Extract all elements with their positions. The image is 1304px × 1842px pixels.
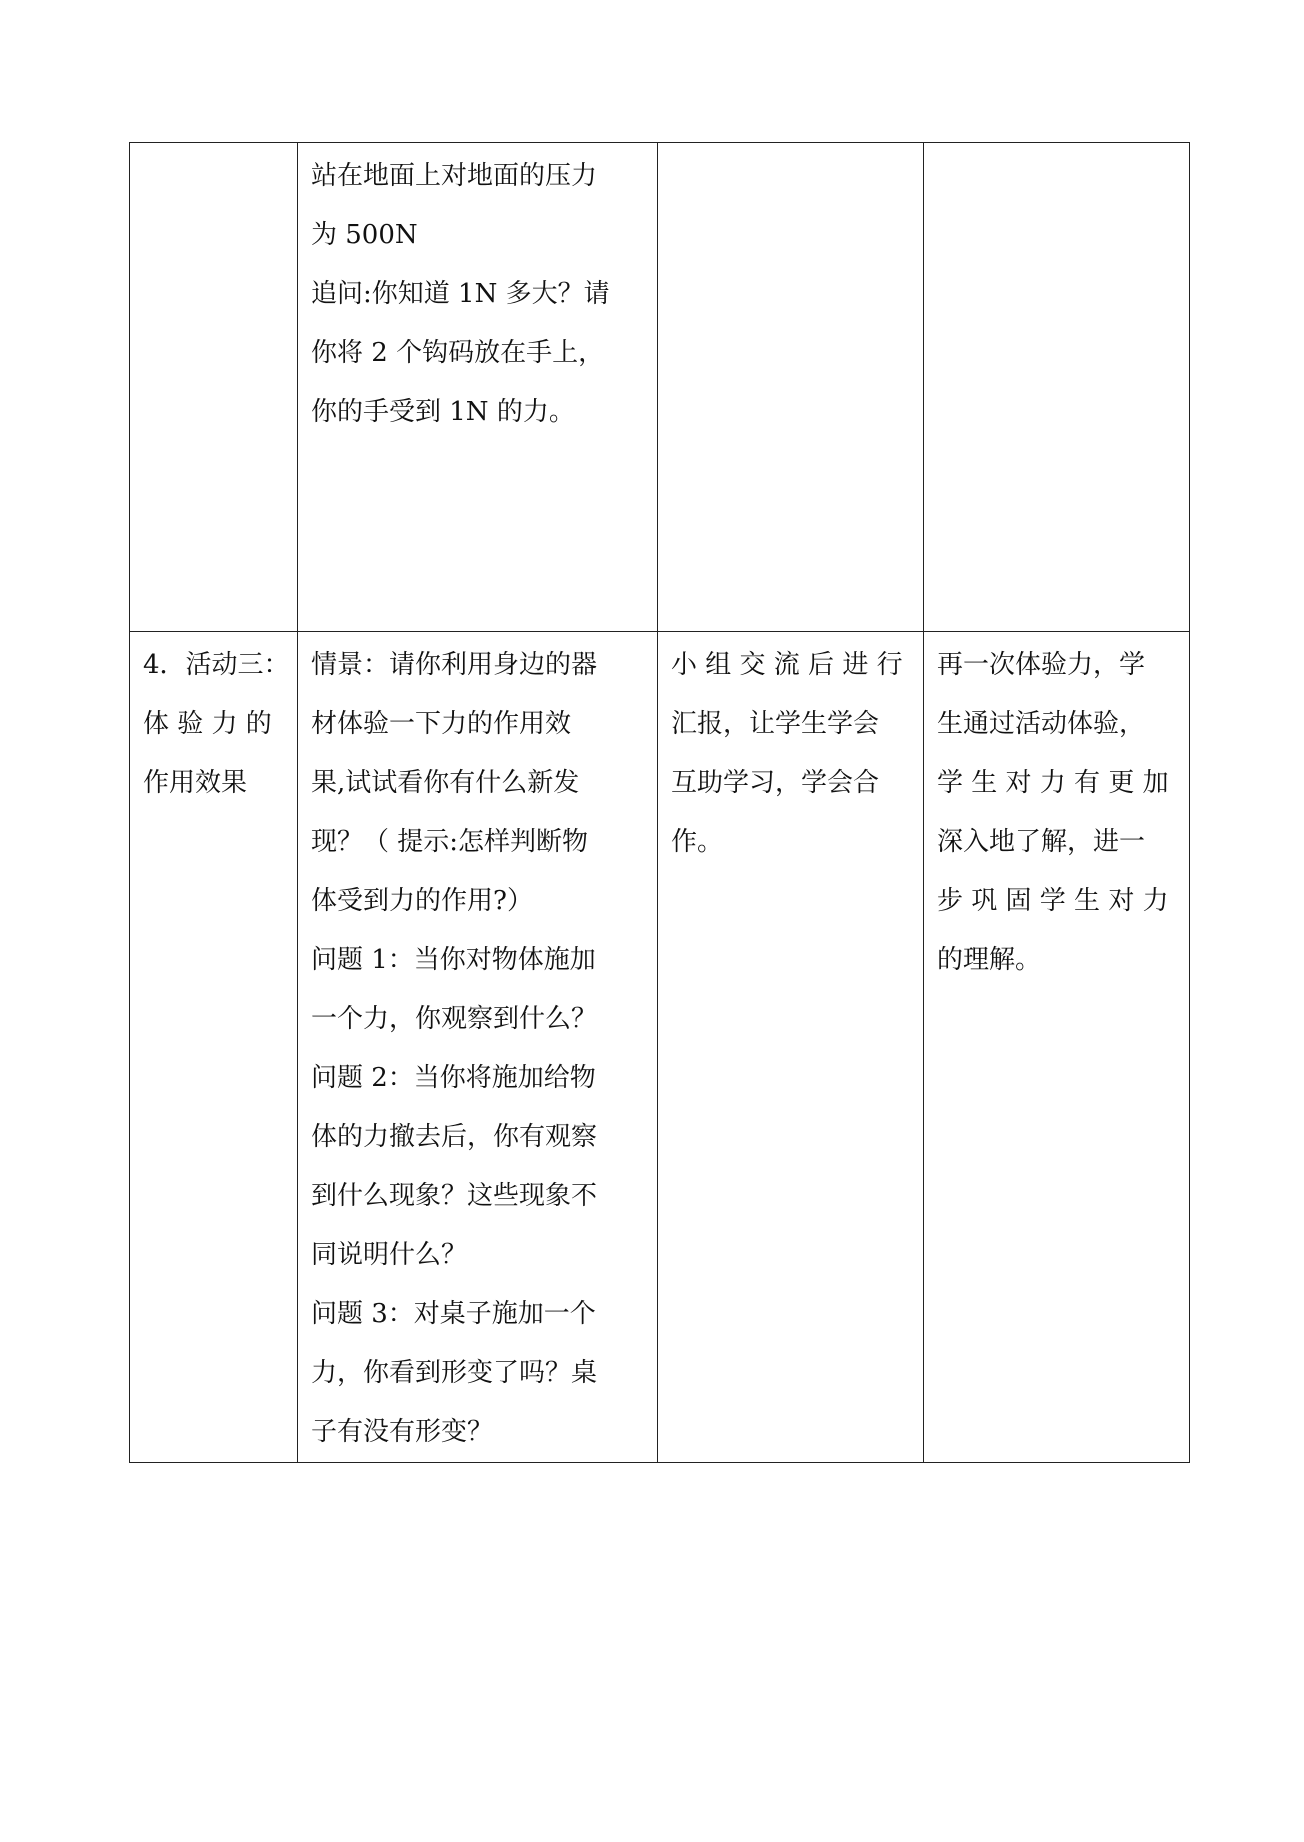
activity-cell <box>130 632 298 1463</box>
cell-line: 同说明什么？ <box>311 1240 468 1270</box>
cell-line: 步 巩 固 学 生 对 力 <box>937 886 1169 916</box>
cell-line: 小 组 交 流 后 进 行 <box>671 650 903 680</box>
student-activity-cell <box>658 143 924 632</box>
cell-line: 体的力撤去后，你有观察 <box>311 1122 598 1152</box>
cell-line: 你的手受到 1N 的力。 <box>311 397 575 427</box>
cell-line: 站在地面上对地面的压力 <box>311 161 598 191</box>
cell-line: 再一次体验力，学 <box>937 650 1146 680</box>
cell-line: 作用效果 <box>143 768 248 798</box>
cell-line: 的理解。 <box>937 945 1042 975</box>
design-intent-cell <box>924 143 1190 632</box>
cell-line: 子有没有形变？ <box>311 1417 494 1447</box>
cell-line: 你将 2 个钩码放在手上， <box>311 338 605 368</box>
cell-line: 一个力，你观察到什么？ <box>311 1004 598 1034</box>
lesson-plan-table <box>129 142 1190 1463</box>
cell-line: 到什么现象？这些现象不 <box>311 1181 598 1211</box>
cell-line: 问题 1：当你对物体施加 <box>311 945 596 975</box>
teacher-activity-cell <box>298 143 658 632</box>
teacher-activity-cell <box>298 632 658 1463</box>
table-row <box>130 143 1190 632</box>
cell-line: 果,试试看你有什么新发 <box>311 768 580 798</box>
cell-line: 4．活动三： <box>143 650 290 680</box>
cell-line: 问题 3：对桌子施加一个 <box>311 1299 596 1329</box>
cell-line: 现？（ 提示:怎样判断物 <box>311 827 589 857</box>
cell-line: 体受到力的作用?） <box>311 886 533 916</box>
cell-line: 情景：请你利用身边的器 <box>311 650 598 680</box>
activity-cell <box>130 143 298 632</box>
cell-line: 材体验一下力的作用效 <box>311 709 572 739</box>
cell-line: 为 500N <box>311 220 418 250</box>
cell-line: 学 生 对 力 有 更 加 <box>937 768 1169 798</box>
cell-line: 力，你看到形变了吗？桌 <box>311 1358 598 1388</box>
cell-line: 深入地了解，进一 <box>937 827 1146 857</box>
cell-line: 追问:你知道 1N 多大？请 <box>311 279 610 309</box>
table-row <box>130 632 1190 1463</box>
cell-line: 体 验 力 的 <box>143 709 272 739</box>
cell-line: 汇报，让学生学会 <box>671 709 880 739</box>
cell-line: 作。 <box>671 827 724 857</box>
cell-line: 问题 2：当你将施加给物 <box>311 1063 596 1093</box>
cell-line: 互助学习，学会合 <box>671 768 880 798</box>
design-intent-cell <box>924 632 1190 1463</box>
student-activity-cell <box>658 632 924 1463</box>
cell-line: 生通过活动体验， <box>937 709 1146 739</box>
